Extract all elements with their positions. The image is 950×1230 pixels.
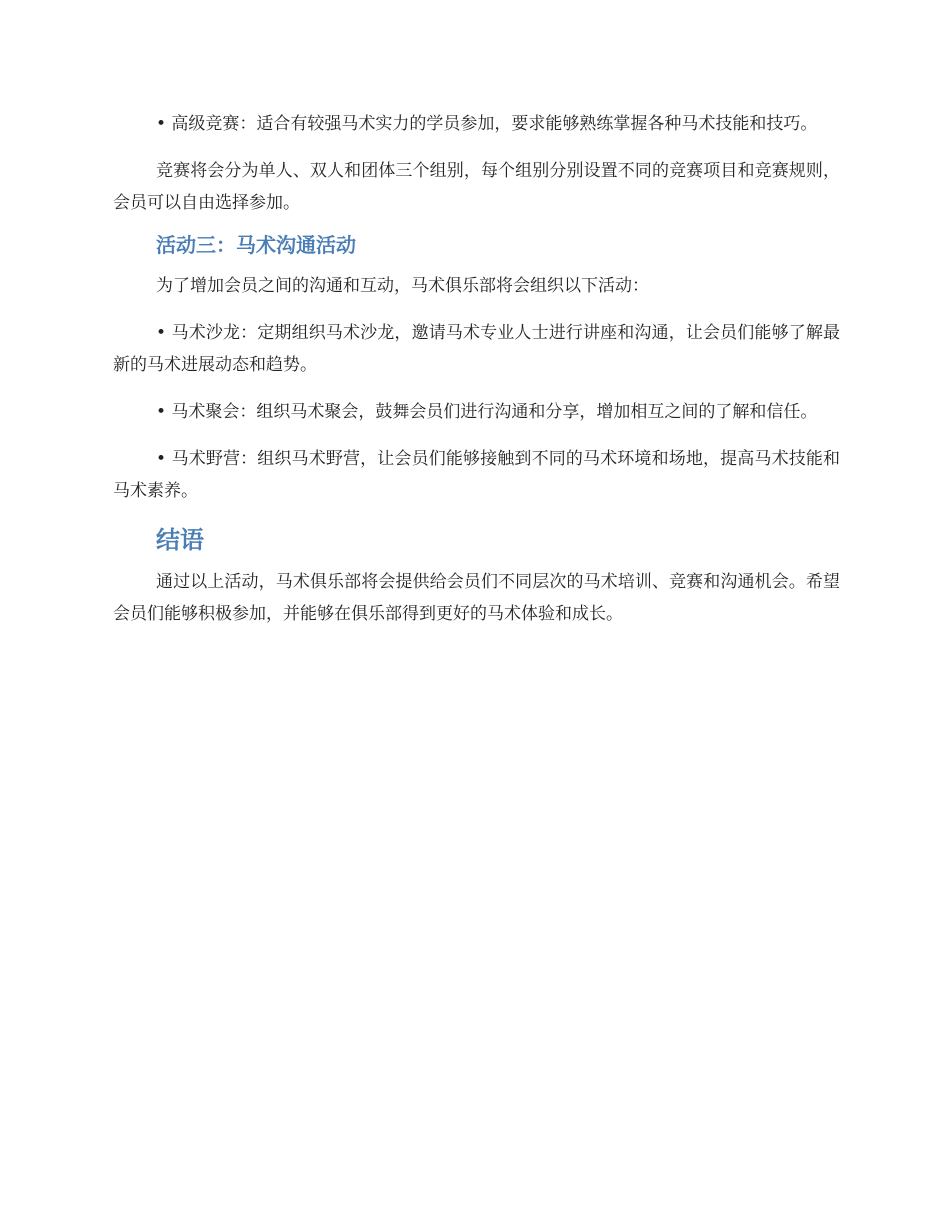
bullet-equestrian-camping: • 马术野营：组织马术野营，让会员们能够接触到不同的马术环境和场地，提高马术技能和马术素养。 (113, 449, 840, 501)
paragraph-conclusion: 通过以上活动，马术俱乐部将会提供给会员们不同层次的马术培训、竞赛和沟通机会。希望会员们能够积极参加，并能够在俱乐部得到更好的马术体验和成长。 (113, 572, 840, 624)
bullet-equestrian-salon: • 马术沙龙：定期组织马术沙龙，邀请马术专业人士进行讲座和沟通，让会员们能够了解最新的马术进展动态和趋势。 (113, 323, 840, 375)
bullet-advanced-competition: • 高级竞赛：适合有较强马术实力的学员参加，要求能够熟练掌握各种马术技能和技巧。 (156, 114, 818, 134)
heading-activity-three: 活动三：马术沟通活动 (156, 233, 356, 257)
paragraph-competition-groups: 竞赛将会分为单人、双人和团体三个组别，每个组别分别设置不同的竞赛项目和竞赛规则，会员可以自由选择参加。 (113, 161, 840, 213)
document-body (113, 108, 840, 645)
paragraph-activity-three-intro: 为了增加会员之间的沟通和互动，马术俱乐部将会组织以下活动： (156, 276, 649, 296)
bullet-equestrian-gathering: • 马术聚会：组织马术聚会，鼓舞会员们进行沟通和分享，增加相互之间的了解和信任。 (156, 402, 818, 422)
heading-conclusion: 结语 (156, 526, 204, 554)
